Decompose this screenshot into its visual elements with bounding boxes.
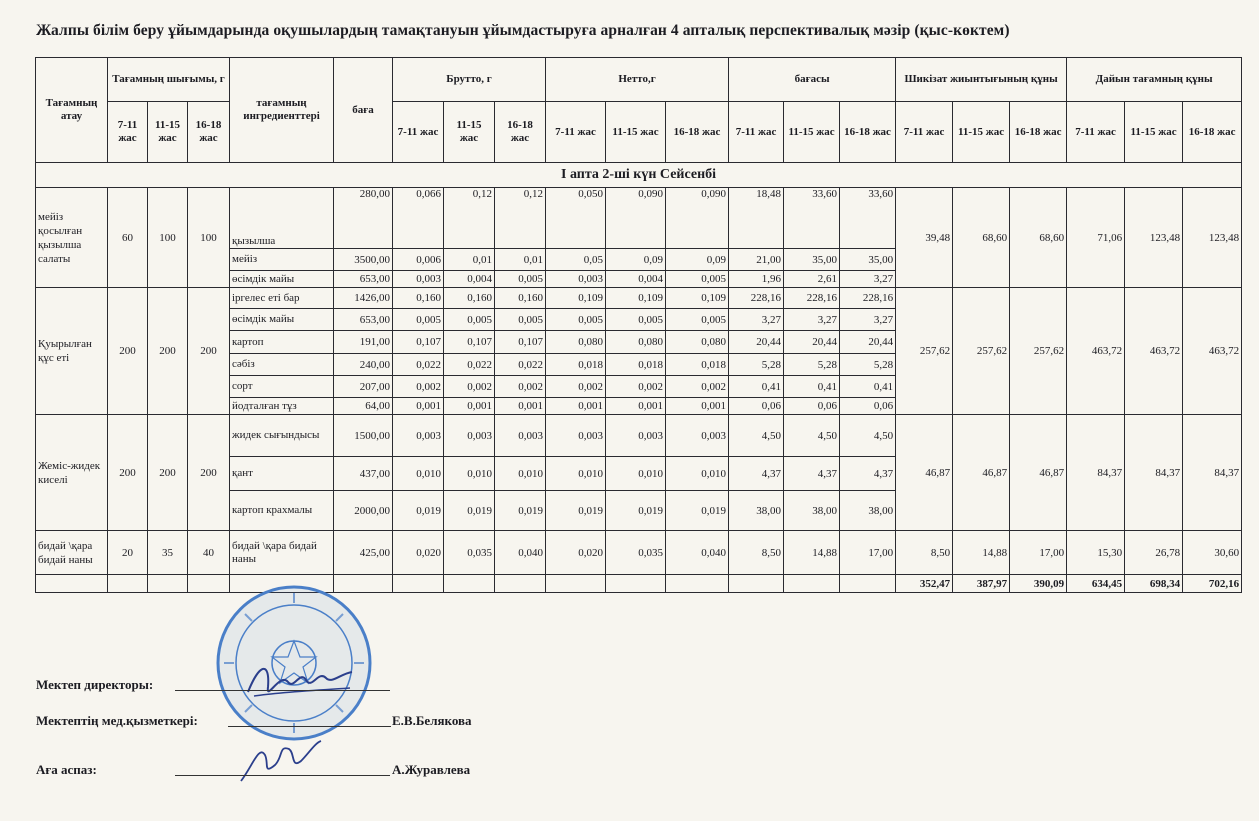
ready-cost-value: 84,37 [1183,415,1242,531]
netto-value: 0,020 [546,531,606,575]
netto-value: 0,080 [546,331,606,354]
brutto-value: 0,010 [444,457,495,491]
ready-cost-value: 30,60 [1183,531,1242,575]
cost-value: 0,41 [729,376,784,398]
ingredient-price: 3500,00 [334,249,393,271]
brutto-value: 0,006 [393,249,444,271]
dish-name: бидай \қара бидай наны [36,531,108,575]
cook-signature [235,735,325,785]
portion-value: 60 [108,188,148,288]
netto-value: 0,018 [606,354,666,376]
total-ready-cost-value: 698,34 [1125,575,1183,593]
cost-value: 17,00 [840,531,896,575]
portion-value: 200 [188,288,230,415]
cost-value: 3,27 [729,309,784,331]
ready-cost-value: 463,72 [1125,288,1183,415]
ready-cost-value: 463,72 [1067,288,1125,415]
portion-value: 200 [148,288,188,415]
brutto-value: 0,020 [393,531,444,575]
netto-value: 0,005 [666,309,729,331]
ingredient-name: қызылша [230,188,334,249]
total-ingredient-total-value: 387,97 [953,575,1010,593]
ingredient-total-value: 17,00 [1010,531,1067,575]
brutto-value: 0,019 [444,491,495,531]
brutto-value: 0,022 [495,354,546,376]
table-row [36,188,1242,249]
cost-value: 228,16 [729,288,784,309]
cost-value: 4,37 [784,457,840,491]
cost-value: 0,06 [840,398,896,415]
dish-name: Жеміс-жидек киселі [36,415,108,531]
empty-cell [666,575,729,593]
empty-cell [546,575,606,593]
ingredient-total-value: 46,87 [1010,415,1067,531]
day-label: I апта 2-ші күн Сейсенбі [36,163,1242,188]
brutto-value: 0,002 [393,376,444,398]
cost-value: 4,37 [729,457,784,491]
cost-value: 5,28 [729,354,784,376]
age-header: 11-15 жас [1125,102,1183,163]
cost-value: 20,44 [840,331,896,354]
cost-value: 4,50 [729,415,784,457]
cook-name: А.Журавлева [392,762,471,777]
cost-value: 38,00 [840,491,896,531]
ingredient-total-value: 257,62 [953,288,1010,415]
age-header: 16-18 жас [1183,102,1242,163]
ingredient-name: картоп [230,331,334,354]
ingredient-price: 1426,00 [334,288,393,309]
cost-value: 8,50 [729,531,784,575]
ingredient-name: қант [230,457,334,491]
ingredient-total-value: 46,87 [896,415,953,531]
cost-value: 21,00 [729,249,784,271]
brutto-value: 0,002 [444,376,495,398]
netto-value: 0,019 [546,491,606,531]
netto-value: 0,010 [606,457,666,491]
netto-value: 0,09 [666,249,729,271]
empty-cell [840,575,896,593]
empty-cell [393,575,444,593]
age-header: 7-11 жас [896,102,953,163]
table-row [36,415,1242,457]
brutto-value: 0,002 [495,376,546,398]
brutto-value: 0,003 [393,415,444,457]
header-price: баға [334,58,393,163]
ready-cost-value: 84,37 [1067,415,1125,531]
medic-name: Е.В.Белякова [392,713,472,728]
age-header: 16-18 жас [1010,102,1067,163]
ingredient-price: 207,00 [334,376,393,398]
cost-value: 2,61 [784,271,840,288]
table-row [36,531,1242,575]
netto-value: 0,109 [546,288,606,309]
day-row [36,163,1242,188]
ingredient-price: 191,00 [334,331,393,354]
dish-name: мейіз қосылған қызылша салаты [36,188,108,288]
cost-value: 0,41 [840,376,896,398]
ingredient-name: картоп крахмалы [230,491,334,531]
brutto-value: 0,107 [444,331,495,354]
portion-value: 35 [148,531,188,575]
ingredient-price: 1500,00 [334,415,393,457]
brutto-value: 0,001 [495,398,546,415]
netto-value: 0,09 [606,249,666,271]
ingredient-name: өсімдік майы [230,309,334,331]
ingredient-price: 437,00 [334,457,393,491]
age-header: 11-15 жас [784,102,840,163]
ingredient-price: 64,00 [334,398,393,415]
brutto-value: 0,022 [393,354,444,376]
cost-value: 20,44 [729,331,784,354]
netto-value: 0,090 [606,188,666,249]
ingredient-total-value: 68,60 [953,188,1010,288]
netto-value: 0,109 [606,288,666,309]
ingredient-total-value: 257,62 [1010,288,1067,415]
netto-value: 0,080 [666,331,729,354]
netto-value: 0,005 [546,309,606,331]
ingredient-price: 653,00 [334,271,393,288]
brutto-value: 0,019 [495,491,546,531]
ingredient-name: йодталған тұз [230,398,334,415]
netto-value: 0,003 [606,415,666,457]
ingredient-total-value: 46,87 [953,415,1010,531]
ingredient-name: сәбіз [230,354,334,376]
menu-table [35,57,1242,593]
brutto-value: 0,107 [495,331,546,354]
ingredient-price: 653,00 [334,309,393,331]
ingredient-name: жидек сығындысы [230,415,334,457]
brutto-value: 0,001 [393,398,444,415]
brutto-value: 0,12 [444,188,495,249]
portion-value: 100 [188,188,230,288]
portion-value: 200 [148,415,188,531]
table-row [36,288,1242,309]
netto-value: 0,003 [546,415,606,457]
header-cost: бағасы [729,58,896,102]
brutto-value: 0,005 [393,309,444,331]
netto-value: 0,001 [666,398,729,415]
header-dish-name: Тағамның атау [36,58,108,163]
brutto-value: 0,066 [393,188,444,249]
empty-cell [784,575,840,593]
brutto-value: 0,010 [393,457,444,491]
director-label: Мектеп директоры: [36,677,154,692]
netto-value: 0,019 [666,491,729,531]
ingredient-name: сорт [230,376,334,398]
cost-value: 4,37 [840,457,896,491]
header-portion: Тағамның шығымы, г [108,58,230,102]
age-header: 11-15 жас [953,102,1010,163]
age-header: 7-11 жас [1067,102,1125,163]
age-header: 7-11 жас [546,102,606,163]
header-netto: Нетто,г [546,58,729,102]
netto-value: 0,005 [666,271,729,288]
empty-cell [729,575,784,593]
cost-value: 14,88 [784,531,840,575]
netto-value: 0,090 [666,188,729,249]
age-header: 7-11 жас [108,102,148,163]
cook-signature-line [175,775,390,776]
netto-value: 0,109 [666,288,729,309]
age-header: 7-11 жас [729,102,784,163]
age-header: 16-18 жас [666,102,729,163]
ingredient-total-value: 14,88 [953,531,1010,575]
brutto-value: 0,040 [495,531,546,575]
brutto-value: 0,005 [495,309,546,331]
cost-value: 3,27 [840,271,896,288]
age-header: 16-18 жас [495,102,546,163]
cost-value: 33,60 [784,188,840,249]
netto-value: 0,040 [666,531,729,575]
cost-value: 5,28 [840,354,896,376]
cost-value: 35,00 [784,249,840,271]
cost-value: 228,16 [840,288,896,309]
ready-cost-value: 84,37 [1125,415,1183,531]
netto-value: 0,05 [546,249,606,271]
portion-value: 200 [108,288,148,415]
brutto-value: 0,005 [444,309,495,331]
netto-value: 0,010 [666,457,729,491]
brutto-value: 0,003 [393,271,444,288]
total-ready-cost-value: 702,16 [1183,575,1242,593]
netto-value: 0,001 [606,398,666,415]
netto-value: 0,003 [546,271,606,288]
director-signature [240,652,360,712]
brutto-value: 0,004 [444,271,495,288]
cost-value: 3,27 [784,309,840,331]
dish-name: Қуырылған құс еті [36,288,108,415]
brutto-value: 0,005 [495,271,546,288]
ready-cost-value: 463,72 [1183,288,1242,415]
ingredient-price: 425,00 [334,531,393,575]
cost-value: 38,00 [784,491,840,531]
brutto-value: 0,035 [444,531,495,575]
header-ingredients: тағамның ингредиенттері [230,58,334,163]
cost-value: 3,27 [840,309,896,331]
total-ingredient-total-value: 390,09 [1010,575,1067,593]
cost-value: 38,00 [729,491,784,531]
empty-cell [606,575,666,593]
netto-value: 0,001 [546,398,606,415]
cost-value: 33,60 [840,188,896,249]
ingredient-name: бидай \қара бидай наны [230,531,334,575]
brutto-value: 0,12 [495,188,546,249]
age-header: 11-15 жас [444,102,495,163]
brutto-value: 0,01 [495,249,546,271]
portion-value: 200 [108,415,148,531]
ready-cost-value: 26,78 [1125,531,1183,575]
total-ready-cost-value: 634,45 [1067,575,1125,593]
netto-value: 0,010 [546,457,606,491]
total-ingredient-total-value: 352,47 [896,575,953,593]
ready-cost-value: 15,30 [1067,531,1125,575]
brutto-value: 0,010 [495,457,546,491]
netto-value: 0,035 [606,531,666,575]
ready-cost-value: 123,48 [1183,188,1242,288]
netto-value: 0,080 [606,331,666,354]
brutto-value: 0,022 [444,354,495,376]
brutto-value: 0,003 [444,415,495,457]
age-header: 16-18 жас [840,102,896,163]
cost-value: 5,28 [784,354,840,376]
cost-value: 0,06 [729,398,784,415]
medic-signature-line [228,726,391,727]
empty-cell [444,575,495,593]
empty-cell [36,575,108,593]
netto-value: 0,018 [546,354,606,376]
header-ready-cost: Дайын тағамның құны [1067,58,1242,102]
ingredient-price: 240,00 [334,354,393,376]
cost-value: 4,50 [784,415,840,457]
ingredient-total-value: 257,62 [896,288,953,415]
ingredient-name: іргелес еті бар [230,288,334,309]
ingredient-total-value: 68,60 [1010,188,1067,288]
cost-value: 0,06 [784,398,840,415]
header-ingredient-total: Шикізат жиынтығының құны [896,58,1067,102]
brutto-value: 0,160 [393,288,444,309]
brutto-value: 0,01 [444,249,495,271]
netto-value: 0,002 [666,376,729,398]
brutto-value: 0,003 [495,415,546,457]
netto-value: 0,002 [606,376,666,398]
portion-value: 40 [188,531,230,575]
netto-value: 0,019 [606,491,666,531]
ingredient-name: мейіз [230,249,334,271]
netto-value: 0,003 [666,415,729,457]
cost-value: 18,48 [729,188,784,249]
cost-value: 35,00 [840,249,896,271]
empty-cell [148,575,188,593]
ingredient-price: 280,00 [334,188,393,249]
cost-value: 228,16 [784,288,840,309]
brutto-value: 0,001 [444,398,495,415]
ingredient-total-value: 39,48 [896,188,953,288]
netto-value: 0,004 [606,271,666,288]
brutto-value: 0,160 [495,288,546,309]
age-header: 11-15 жас [148,102,188,163]
cook-label: Аға аспаз: [36,762,97,777]
ingredient-total-value: 8,50 [896,531,953,575]
netto-value: 0,005 [606,309,666,331]
cost-value: 4,50 [840,415,896,457]
ready-cost-value: 71,06 [1067,188,1125,288]
medic-label: Мектептің мед.қызметкері: [36,713,198,728]
portion-value: 20 [108,531,148,575]
portion-value: 100 [148,188,188,288]
brutto-value: 0,160 [444,288,495,309]
empty-cell [495,575,546,593]
age-header: 11-15 жас [606,102,666,163]
netto-value: 0,018 [666,354,729,376]
cost-value: 0,41 [784,376,840,398]
portion-value: 200 [188,415,230,531]
empty-cell [108,575,148,593]
header-brutto: Брутто, г [393,58,546,102]
ingredient-price: 2000,00 [334,491,393,531]
brutto-value: 0,019 [393,491,444,531]
brutto-value: 0,107 [393,331,444,354]
age-header: 16-18 жас [188,102,230,163]
netto-value: 0,002 [546,376,606,398]
age-header: 7-11 жас [393,102,444,163]
cost-value: 20,44 [784,331,840,354]
netto-value: 0,050 [546,188,606,249]
page-title: Жалпы білім беру ұйымдарында оқушылардың тамақтануын ұйымдастыруға арналған 4 апталық перспективалық мәзір (қыс-көктем) [36,22,1010,39]
cost-value: 1,96 [729,271,784,288]
ready-cost-value: 123,48 [1125,188,1183,288]
ingredient-name: өсімдік майы [230,271,334,288]
director-signature-line [175,690,390,691]
